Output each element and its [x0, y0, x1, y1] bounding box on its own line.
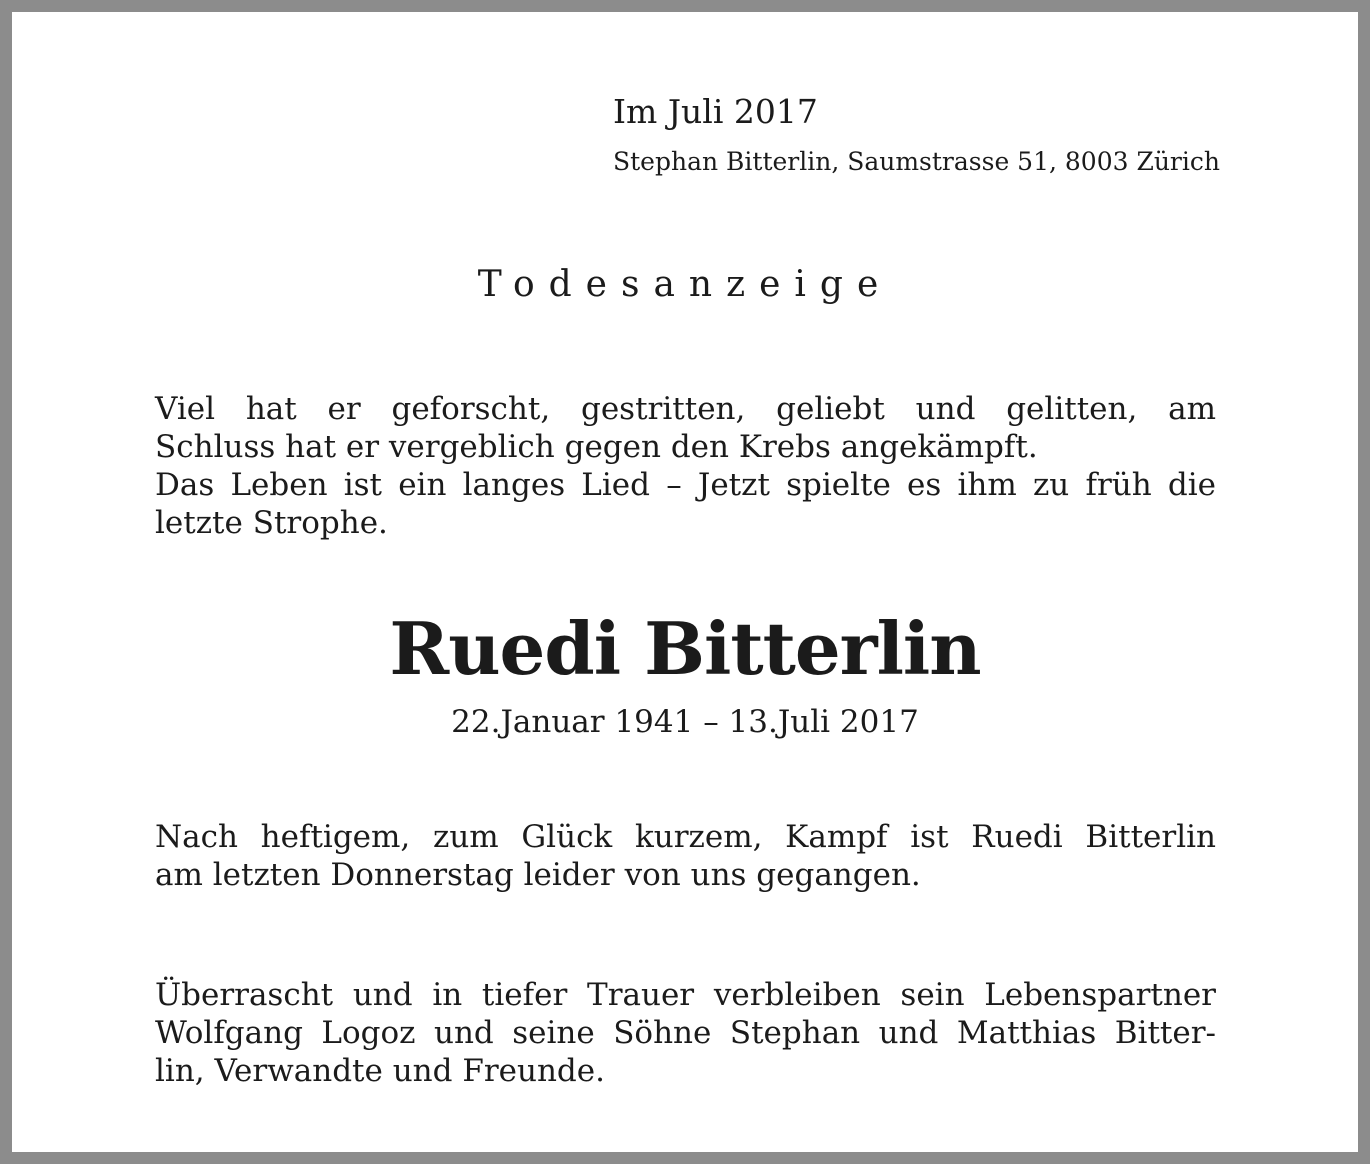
text-line: Schluss hat er vergeblich gegen den Krebs angekämpft.	[155, 429, 1038, 465]
text-line: Viel hat er geforscht, gestritten, geliebt und gelitten, am	[155, 391, 1216, 427]
deceased-name: Ruedi Bitterlin	[389, 606, 981, 691]
mourners-paragraph	[155, 976, 1216, 1090]
text-line: Wolfgang Logoz und seine Söhne Stephan und Matthias Bitter-	[155, 1015, 1216, 1051]
sender-address: Stephan Bitterlin, Saumstrasse 51, 8003 Zürich	[613, 147, 1220, 176]
text-line: Das Leben ist ein langes Lied – Jetzt spielte es ihm zu früh die	[155, 467, 1216, 503]
text-line: letzte Strophe.	[155, 505, 388, 541]
intro-paragraph	[155, 390, 1216, 542]
text-line: lin, Verwandte und Freunde.	[155, 1053, 605, 1089]
notice-heading: Todesanzeige	[477, 264, 893, 305]
notice-paragraph	[155, 818, 1216, 894]
text-line: Nach heftigem, zum Glück kurzem, Kampf ist Ruedi Bitterlin	[155, 819, 1216, 855]
text-line: am letzten Donnerstag leider von uns gegangen.	[155, 857, 921, 893]
date-line: Im Juli 2017	[613, 92, 818, 131]
life-dates: 22.Januar 1941 – 13.Juli 2017	[451, 704, 919, 740]
text-line: Überrascht und in tiefer Trauer verbleiben sein Lebenspartner	[155, 977, 1216, 1013]
obituary-page	[12, 12, 1358, 1152]
